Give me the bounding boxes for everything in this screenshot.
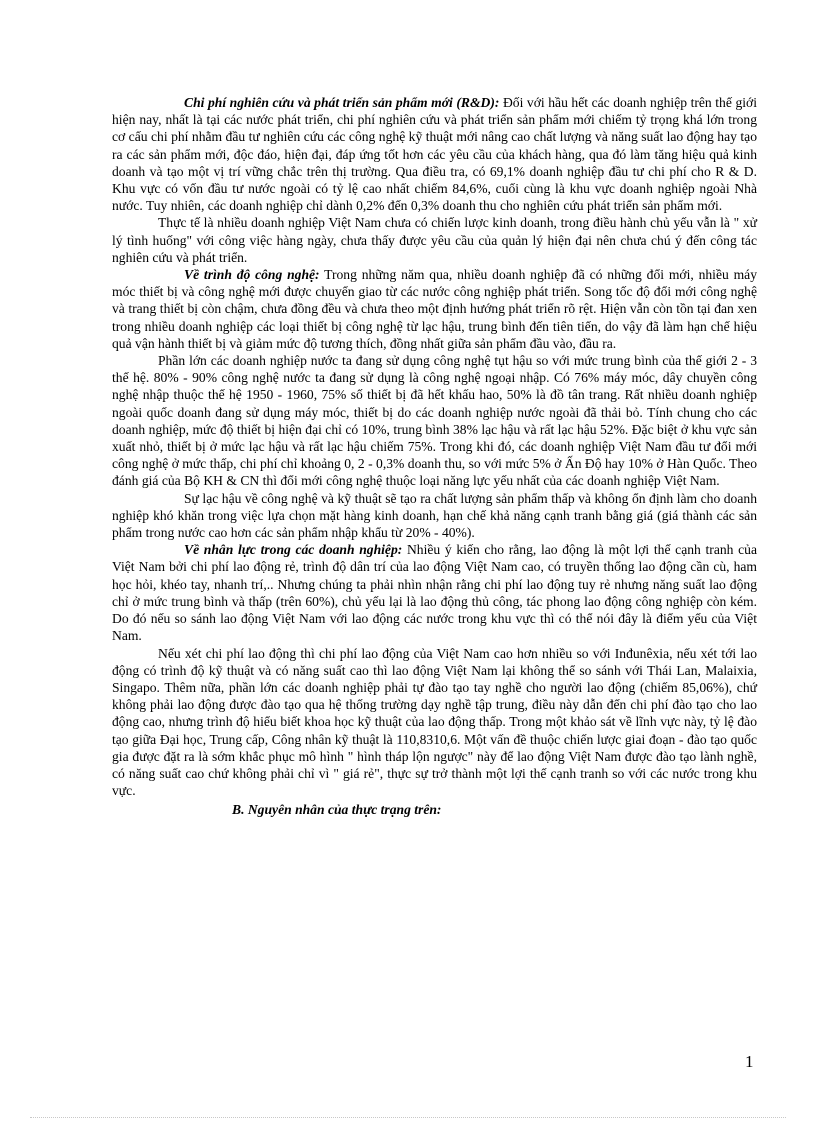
paragraph-text: Nếu xét chi phí lao động thì chi phí lao động của Việt Nam cao hơn nhiều so với Inđunêxia, nếu xét tới lao động có trình độ kỹ thuật và có năng suất cao thì lao động Việt Nam lại không thể so sánh với Thái Lan, Malaixia, Singapo. Thêm nữa, phần lớn các doanh nghiệp phải tự đào tạo tay nghề cho người lao động (chiếm 85,06%), chứ không phải lao động được đào tạo qua hệ thống trường dạy nghề tập trung, điều này dẫn đến chi phí đào tạo cho lao động cao, nhưng trình độ hiểu biết khoa học kỹ thuật của lao động thấp. Trong một khảo sát về lĩnh vực này, tỷ lệ đào tạo giữa Đại học, Trung cấp, Công nhân kỹ thuật là 110,8310,6. Một vấn đề thuộc chiến lược giai đoạn - đào tạo quốc gia được đặt ra là sớm khắc phục mô hình " hình tháp lộn ngược" này để lao động Việt Nam được đào tạo lành nghề, có năng suất cao chứ không phải chỉ vì " giá rẻ", thực sự trở thành một lợi thế cạnh tranh so với các nước trong khu vực. — [112, 645, 757, 799]
paragraph-text: Đối với hầu hết các doanh nghiệp trên thế giới hiện nay, nhất là tại các nước phát triển, chi phí nghiên cứu và phát triển sản phẩm mới chiếm tỷ trọng khá lớn trong cơ cấu chi phí nhằm đầu tư nghiên cứu các công nghệ kỹ thuật mới nâng cao chất lượng và năng suất lao động hay tạo ra các sản phẩm mới, độc đáo, hiện đại, đáp ứng tốt hơn các yêu cầu của khách hàng, qua đó làm tăng hiệu quả kinh doanh và tạo một vị trí vững chắc trên thị trường. Qua điều tra, có 69,1% doanh nghiệp đầu tư chi phí cho R & D. Khu vực có vốn đầu tư nước ngoài có tỷ lệ cao nhất chiếm 84,6%, cuối cùng là khu vực doanh nghiệp ngoài Nhà nước. Tuy nhiên, các doanh nghiệp chỉ dành 0,2% đến 0,3% doanh thu cho nghiên cứu phát triển sản phẩm mới. — [112, 95, 757, 214]
paragraph-labor-cost — [112, 645, 757, 800]
page-number: 1 — [745, 1052, 754, 1071]
paragraph-text: Thực tế là nhiều doanh nghiệp Việt Nam chưa có chiến lược kinh doanh, trong điều hành chủ yếu vẫn là " xử lý tình huống" với công việc hàng ngày, chưa thấy được yêu cầu của quản lý hiện đại nên chưa chú ý đến công tác nghiên cứu và phát triển. — [112, 215, 757, 265]
paragraph-text: Trong những năm qua, nhiều doanh nghiệp đã có những đổi mới, nhiều máy móc thiết bị và công nghệ mới được chuyển giao từ các nước công nghiệp phát triển. Song tốc độ đổi mới công nghệ và trang thiết bị còn chậm, chưa đồng đều và chưa theo một định hướng phát triển rõ rệt. Hiện vẫn còn tồn tại đan xen trong nhiều doanh nghiệp các loại thiết bị công nghệ từ lạc hậu, trung bình đến tiên tiến, do vậy đã làm hạn chế hiệu quả vận hành thiết bị và giảm mức độ tương thích, đồng nhất giữa sản phẩm đầu vào, đầu ra. — [112, 267, 757, 351]
paragraph-text: Sự lạc hậu về công nghệ và kỹ thuật sẽ tạo ra chất lượng sản phẩm thấp và không ổn định làm cho doanh nghiệp khó khăn trong việc lựa chọn mặt hàng kinh doanh, hạn chế khả năng cạnh tranh bằng giá (giá thành các sản phẩm trong nước cao hơn các sản phẩm nhập khẩu từ 20% - 40%). — [112, 490, 757, 541]
paragraph-technology — [112, 266, 757, 352]
document-body — [112, 94, 757, 819]
paragraph-lead: Về trình độ công nghệ: — [184, 267, 320, 283]
paragraph-lead: Chi phí nghiên cứu và phát triển sản phẩm mới (R&D): — [184, 95, 500, 110]
paragraph-lead: Về nhân lực trong các doanh nghiệp: — [184, 542, 403, 558]
paragraph-quality — [112, 490, 757, 542]
paragraph-text: Nhiều ý kiến cho rằng, lao động là một lợi thế cạnh tranh của Việt Nam bởi chi phí lao động rẻ, trình độ dân trí của lao động Việt Nam cao, có truyền thống lao động cần cù, ham học hỏi, khéo tay, nhanh trí,.. Nhưng chúng ta phải nhìn nhận rằng chi phí lao động tuy rẻ nhưng năng suất lao động chỉ ở mức trung bình và thấp (trên 60%), chủ yếu lại là lao động thủ công, tác phong lao động công nghiệp còn kém. Do đó nếu so sánh lao động Việt Nam với lao động các nước trong khu vực thì có thể nói đây là điểm yếu của Việt Nam. — [112, 542, 757, 644]
paragraph-rnd-costs — [112, 94, 757, 214]
paragraph-text: Phần lớn các doanh nghiệp nước ta đang sử dụng công nghệ tụt hậu so với mức trung bình của thế giới 2 - 3 thế hệ. 80% - 90% công nghệ nước ta đang sử dụng là công nghệ ngoại nhập. Có 76% máy móc, dây chuyền công nghệ nhập thuộc thế hệ 1950 - 1960, 75% số thiết bị đã hết khấu hao, 50% là đồ tân trang. Rất nhiều doanh nghiệp ngoài quốc doanh đang sử dụng máy móc, thiết bị do các doanh nghiệp nước ngoài đã thải bỏ. Tính chung cho các doanh nghiệp, mức độ thiết bị hiện đại chỉ có 10%, trung bình 38% lạc hậu và rất lạc hậu 52%. Đặc biệt ở khu vực sản xuất nhỏ, thiết bị ở mức lạc hậu và rất lạc hậu chiếm 75%. Trong khi đó, các doanh nghiệp Việt Nam đầu tư đổi mới công nghệ ở mức thấp, chi phí chỉ khoảng 0, 2 - 0,3% doanh thu, so với mức 5% ở Ấn Độ hay 10% ở Hàn Quốc. Theo đánh giá của Bộ KH & CN thì đổi mới công nghệ thuộc loại năng lực yếu nhất của các doanh nghiệp Việt Nam. — [112, 353, 757, 489]
paragraph-human-resources — [112, 541, 757, 644]
section-heading: B. Nguyên nhân của thực trạng trên: — [232, 802, 442, 818]
paragraph-tech-lag — [112, 352, 757, 490]
footer-divider — [30, 1117, 786, 1118]
paragraph-strategy — [112, 214, 757, 266]
